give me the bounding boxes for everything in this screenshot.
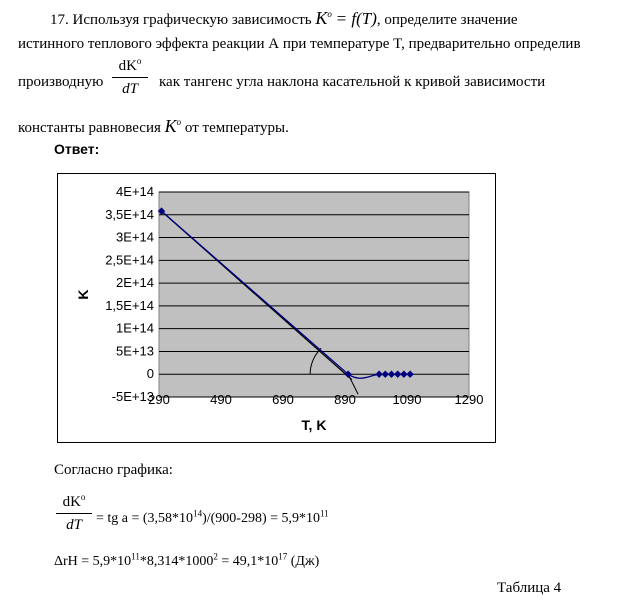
math-f-of-t: = f(T) [335,9,377,28]
x-tick-label: 1090 [392,392,422,407]
problem-text: Используя графическую зависимость [72,12,312,28]
fraction-numerator: $dK^o$ [62,492,86,510]
equation-1: = tg $a = (3,58*10^{14})/(900-298) = 5,9*10^{11}$ [96,508,329,526]
table-caption: Таблица 4 [497,580,562,596]
problem-line-1 [50,8,518,29]
math-k: $K^o$ [164,116,182,136]
x-axis-title: T, K [301,417,327,433]
problem-line-3-start: производную [18,74,104,90]
problem-line-3-end: как тангенс угла наклона касательной к кривой зависимости [159,74,546,90]
answer-label: Ответ: [54,141,100,157]
equation-2: $\Delta rH = 5,9*10^{11}*8,314*1000^2 = 49,1*10^{17}$ (Дж) [54,551,320,569]
y-axis-title: K [75,289,91,300]
x-tick-label: 290 [148,392,170,407]
solution-intro: Согласно графика: [54,462,173,478]
problem-line-4: константы равновесия $K^o$ от температуры. [18,116,289,136]
y-tick-label: 5E+13 [116,343,154,359]
problem-number: 17. [50,12,69,28]
y-tick-label: 4E+14 [116,184,154,199]
y-tick-label: 3,5E+14 [105,206,154,222]
problem-line-2: истинного теплового эффекта реакции А при температуре T, предварительно определив [18,36,581,52]
y-tick-label: 2,5E+14 [105,252,154,268]
y-tick-label: 1,5E+14 [105,297,154,313]
derivative-fraction [112,57,148,98]
fraction-denominator: dT [122,81,138,97]
x-tick-label: 890 [334,392,356,407]
x-tick-label: 490 [210,392,232,407]
math-k: $K^o$ [315,8,332,28]
solution-derivative-fraction [56,493,92,534]
problem-text: , определите значение [376,12,518,28]
y-tick-label: 3E+14 [116,229,154,245]
y-tick-label: 0 [146,366,154,382]
chart [58,174,495,442]
y-tick-label: -5E+13 [111,389,154,404]
plot-area [159,192,469,397]
x-tick-label: 690 [272,392,294,407]
y-tick-label: 2E+14 [116,275,154,291]
fraction-numerator: $dK^o$ [118,56,142,74]
y-tick-label: 1E+14 [116,320,154,336]
x-tick-label: 1290 [454,392,484,407]
fraction-denominator: dT [66,517,82,533]
chart-frame [57,173,496,443]
